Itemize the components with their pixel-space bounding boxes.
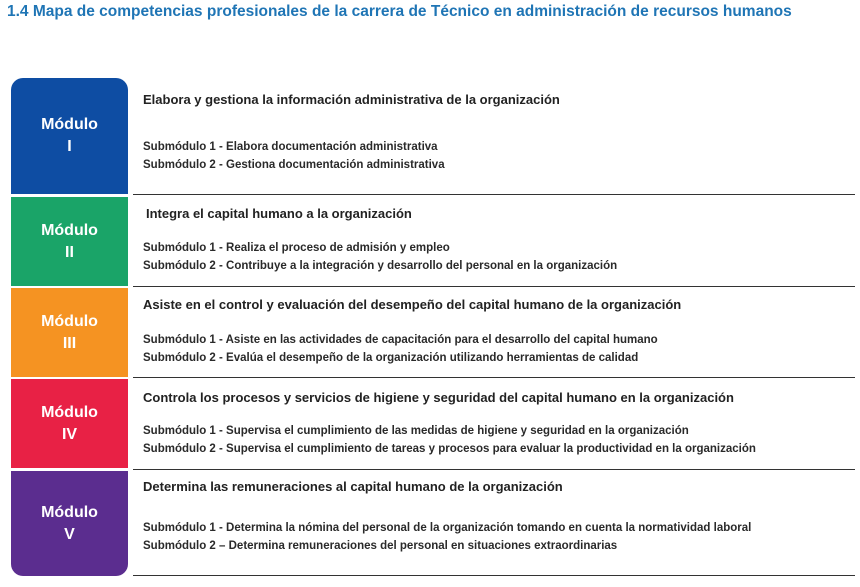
module-4-badge-number: IV <box>61 425 78 443</box>
module-1-submodule-1: Submódulo 1 - Elabora documentación administrativa <box>143 141 438 153</box>
module-5-title: Determina las remuneraciones al capital humano de la organización <box>143 479 563 494</box>
module-3-title: Asiste en el control y evaluación del desempeño del capital humano de la organización <box>143 297 682 312</box>
module-1-divider <box>133 194 855 195</box>
module-5-badge-label: Módulo <box>41 503 98 521</box>
module-2-badge-label: Módulo <box>41 221 98 239</box>
module-1-submodule-2: Submódulo 2 - Gestiona documentación administrativa <box>143 159 445 171</box>
module-4-badge <box>11 379 128 468</box>
module-2-submodule-1: Submódulo 1 - Realiza el proceso de admisión y empleo <box>143 242 450 254</box>
module-1-badge <box>11 78 128 194</box>
module-3-badge-label: Módulo <box>41 312 98 330</box>
module-2-badge-number: II <box>65 243 74 261</box>
module-2-badge <box>11 197 128 286</box>
module-2-divider <box>133 286 855 287</box>
module-5-badge-number: V <box>64 525 75 543</box>
module-5-submodule-2: Submódulo 2 – Determina remuneraciones del personal en situaciones extraordinarias <box>143 540 618 552</box>
module-3-divider <box>133 377 855 378</box>
module-1-badge-number: I <box>67 138 72 155</box>
module-1-badge-label: Módulo <box>41 116 98 133</box>
module-2-title: Integra el capital humano a la organización <box>146 206 412 221</box>
page-title: 1.4 Mapa de competencias profesionales de la carrera de Técnico en administración de recursos humanos <box>7 3 792 20</box>
module-4-divider <box>133 469 855 470</box>
module-3-submodule-2: Submódulo 2 - Evalúa el desempeño de la organización utilizando herramientas de calidad <box>143 352 639 364</box>
module-4-submodule-1: Submódulo 1 - Supervisa el cumplimiento de las medidas de higiene y seguridad en la organización <box>143 425 689 437</box>
module-5-submodule-1: Submódulo 1 - Determina la nómina del personal de la organización tomando en cuenta la normatividad laboral <box>143 522 752 534</box>
module-2-submodule-2: Submódulo 2 - Contribuye a la integración y desarrollo del personal en la organización <box>143 260 618 272</box>
module-5-badge <box>11 471 128 576</box>
module-5-divider <box>133 575 855 576</box>
module-3-badge <box>11 288 128 377</box>
module-4-badge-label: Módulo <box>41 403 98 421</box>
module-3-badge-number: III <box>62 334 77 352</box>
module-4-title: Controla los procesos y servicios de higiene y seguridad del capital humano en la organización <box>143 390 734 405</box>
module-3-submodule-1: Submódulo 1 - Asiste en las actividades de capacitación para el desarrollo del capital humano <box>143 334 658 346</box>
module-4-submodule-2: Submódulo 2 - Supervisa el cumplimiento de tareas y procesos para evaluar la productividad en la organización <box>143 443 756 455</box>
module-1-title: Elabora y gestiona la información administrativa de la organización <box>143 92 560 107</box>
